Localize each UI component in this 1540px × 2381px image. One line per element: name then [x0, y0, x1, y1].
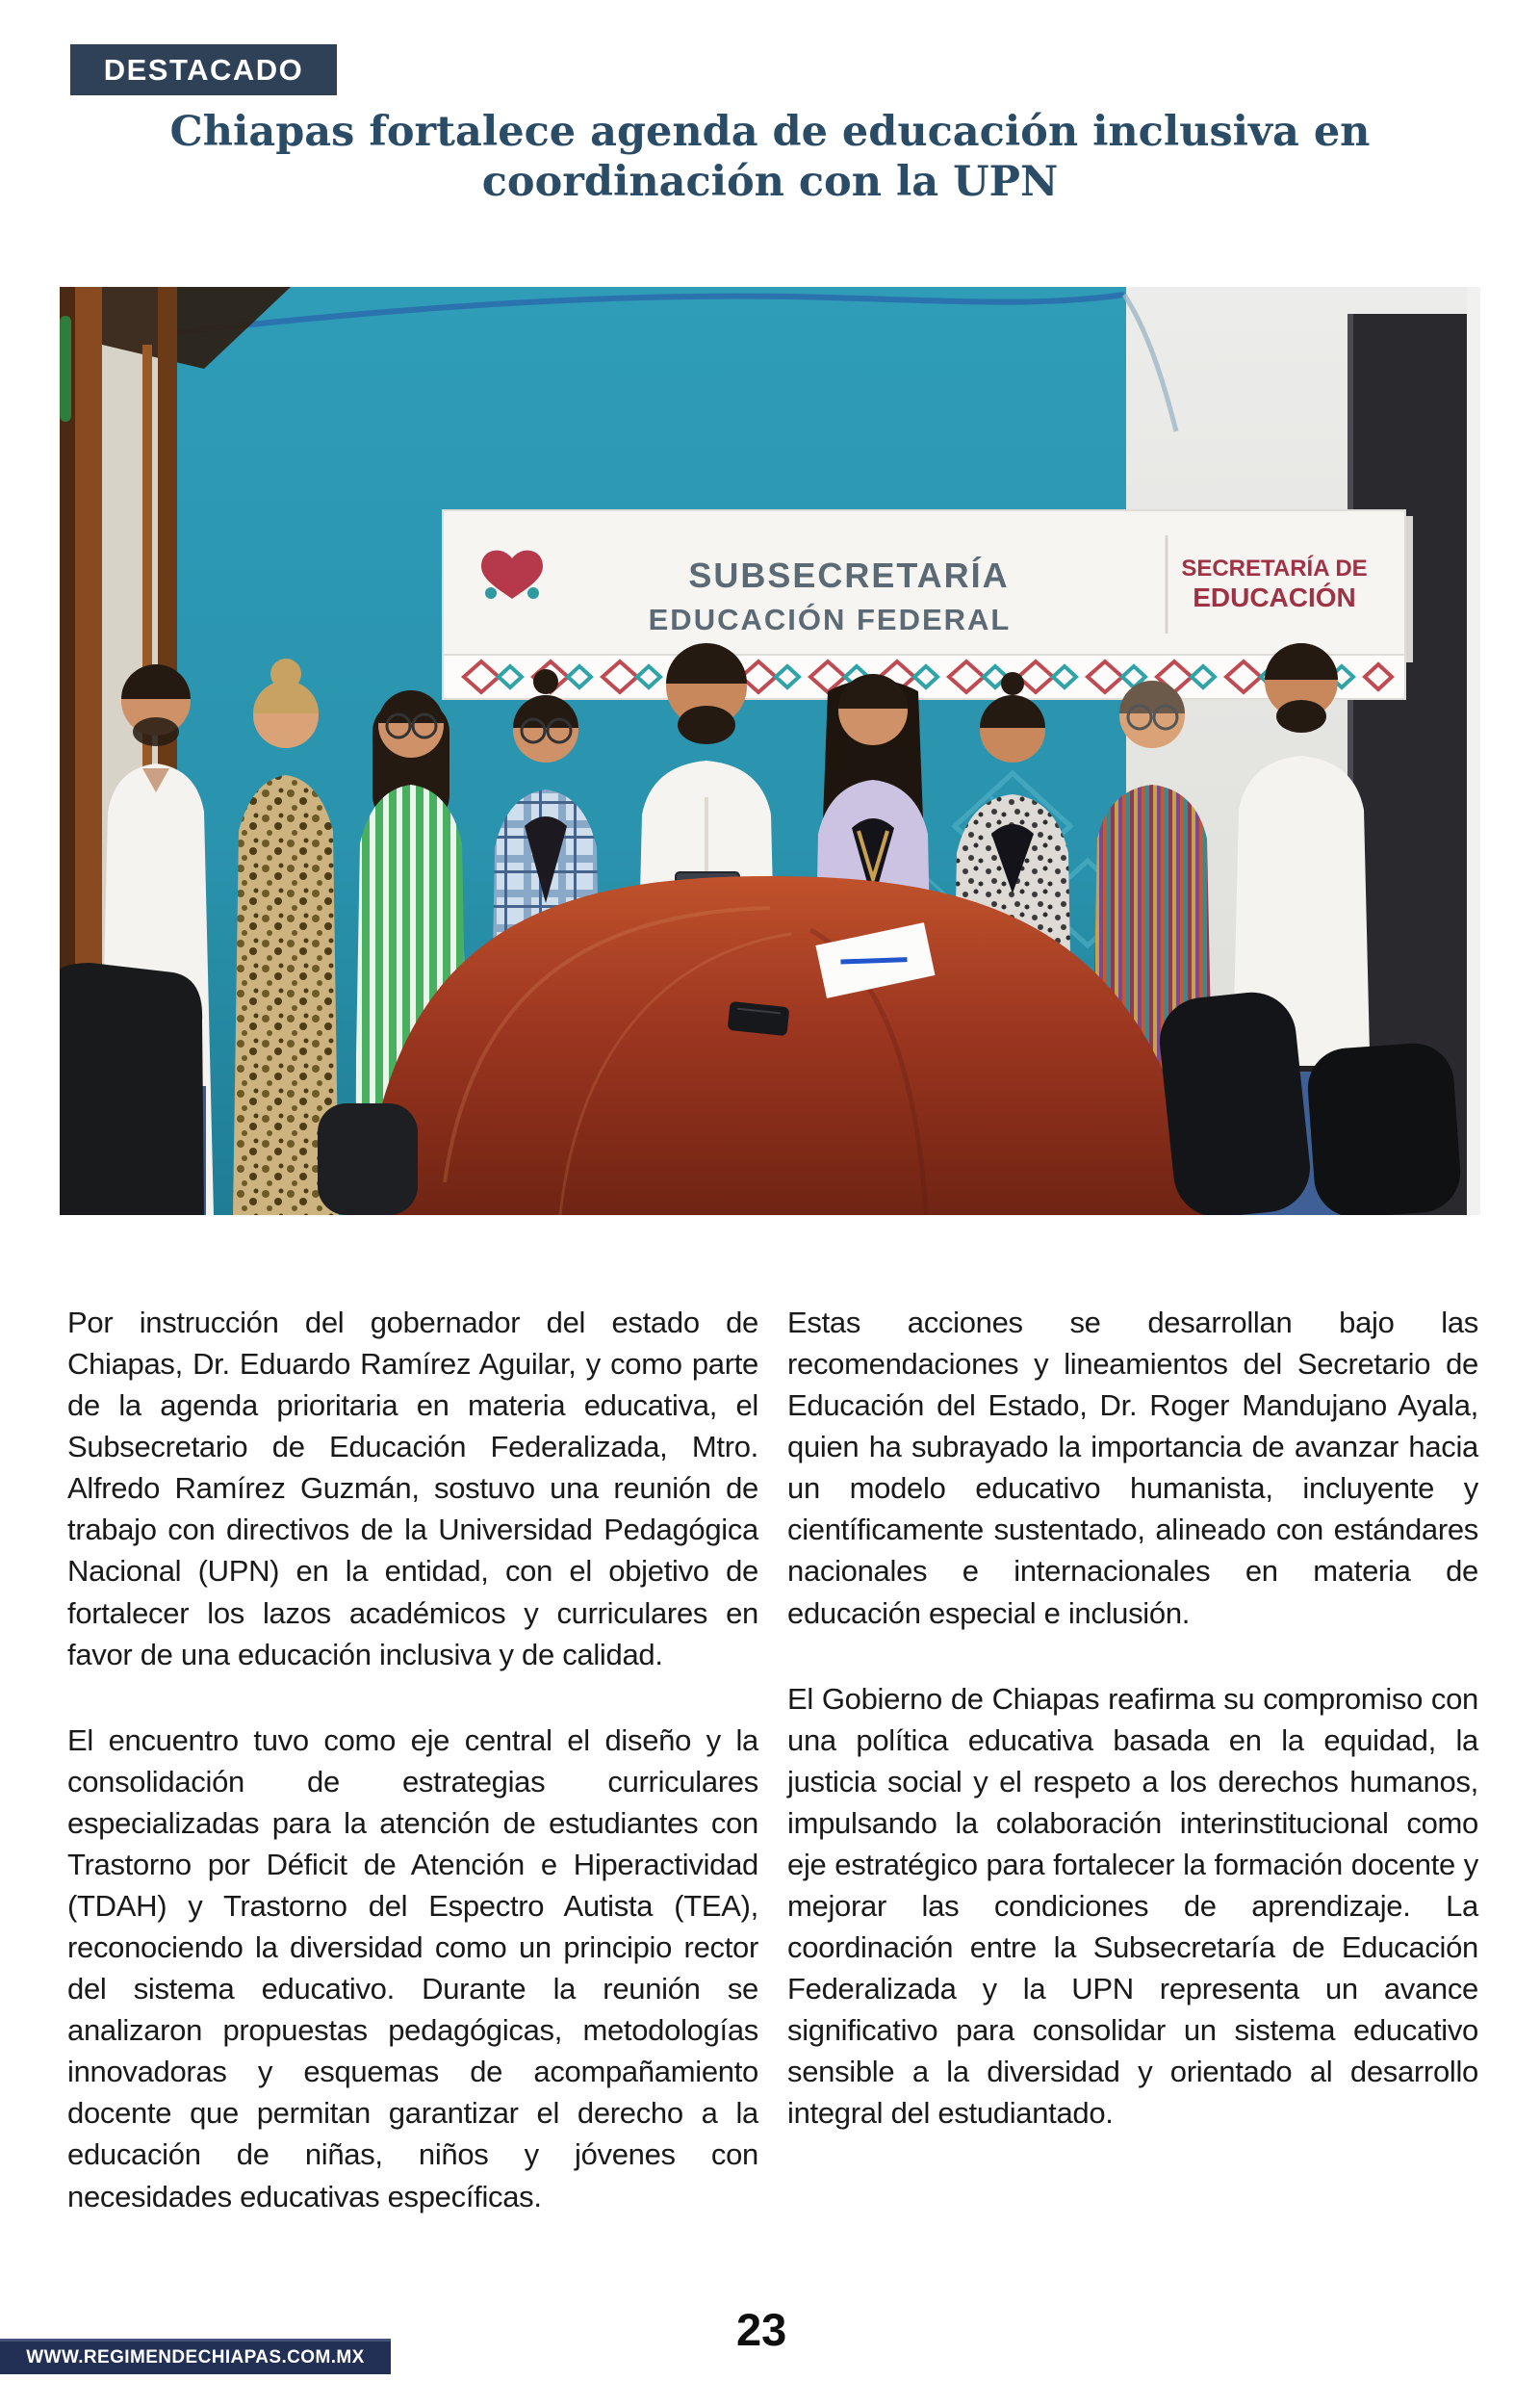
article-photo: [60, 287, 1480, 1215]
banner-left-line1: SUBSECRETARÍA: [688, 556, 1010, 595]
banner-left-line2: EDUCACIÓN FEDERAL: [648, 603, 1012, 636]
page-number: 23: [736, 2304, 787, 2355]
plant-leaf: [60, 316, 71, 422]
chair-right-2: [1305, 1041, 1463, 1215]
paragraph: El Gobierno de Chiapas reafirma su compromiso con una política educativa basada en la equidad, la justicia social y el respeto a los derechos humanos, impulsando la colaboración interinstitucional como eje estratégico para fortalecer la formación docente y mejorar las condiciones de aprendizaje. La coordinación entre la Subsecretaría de Educación Federalizada y la UPN representa un avance significativo para consolidar un sistema educativo sensible a la diversidad y orientado al desarrollo integral del estudiantado.: [787, 1681, 1478, 2131]
footer-url: WWW.REGIMENDECHIAPAS.COM.MX: [26, 2347, 365, 2368]
chair-left-2: [318, 1103, 418, 1215]
right-column: [787, 1302, 1478, 2262]
banner-right-line1: SECRETARÍA DE: [1181, 556, 1368, 582]
photo-illustration: [60, 287, 1480, 1215]
section-badge: DESTACADO: [70, 44, 337, 95]
banner-pattern-band: [443, 655, 1405, 699]
paragraph: Estas acciones se desarrollan bajo las recomendaciones y lineamientos del Secretario de Educación del Estado, Dr. Roger Mandujano Ayala, quien ha subrayado la importancia de avanzar hacia un modelo educativo humanista, incluyente y científicamente sustentado, alineado con estándares nacionales e internacionales en materia de educación especial e inclusión.: [787, 1306, 1478, 1630]
article-body: [67, 1302, 1478, 2262]
paragraph: El encuentro tuvo como eje central el diseño y la consolidación de estrategias curriculares especializadas para la atención de estudiantes con Trastorno por Déficit de Atención e Hiperactividad (TDAH) y Trastorno del Espectro Autista (TEA), reconociendo la diversidad como un principio rector del sistema educativo. Durante la reunión se analizaron propuestas pedagógicas, metodologías innovadoras y esquemas de acompañamiento docente que permitan garantizar el derecho a la educación de niñas, niños y jóvenes con necesidades educativas específicas.: [67, 1722, 758, 2213]
title-wrap: [0, 108, 1540, 207]
chair-left-1: [60, 963, 204, 1215]
chair-right-1: [1155, 988, 1314, 1215]
banner-right-line2: EDUCACIÓN: [1193, 582, 1356, 612]
left-column: [67, 1302, 758, 2262]
footer-bar: [0, 2339, 391, 2374]
article-title: Chiapas fortalece agenda de educación inclusiva en coordinación con la UPN: [169, 108, 1371, 206]
paragraph: Por instrucción del gobernador del estado de Chiapas, Dr. Eduardo Ramírez Aguilar, y como parte de la agenda prioritaria en materia educativa, el Subsecretario de Educación Federalizada, Mtro. Alfredo Ramírez Guzmán, sostuvo una reunión de trabajo con directivos de la Universidad Pedagógica Nacional (UPN) en la entidad, con el objetivo de fortalecer los lazos académicos y curriculares en favor de una educación inclusiva y de calidad.: [67, 1306, 758, 1671]
